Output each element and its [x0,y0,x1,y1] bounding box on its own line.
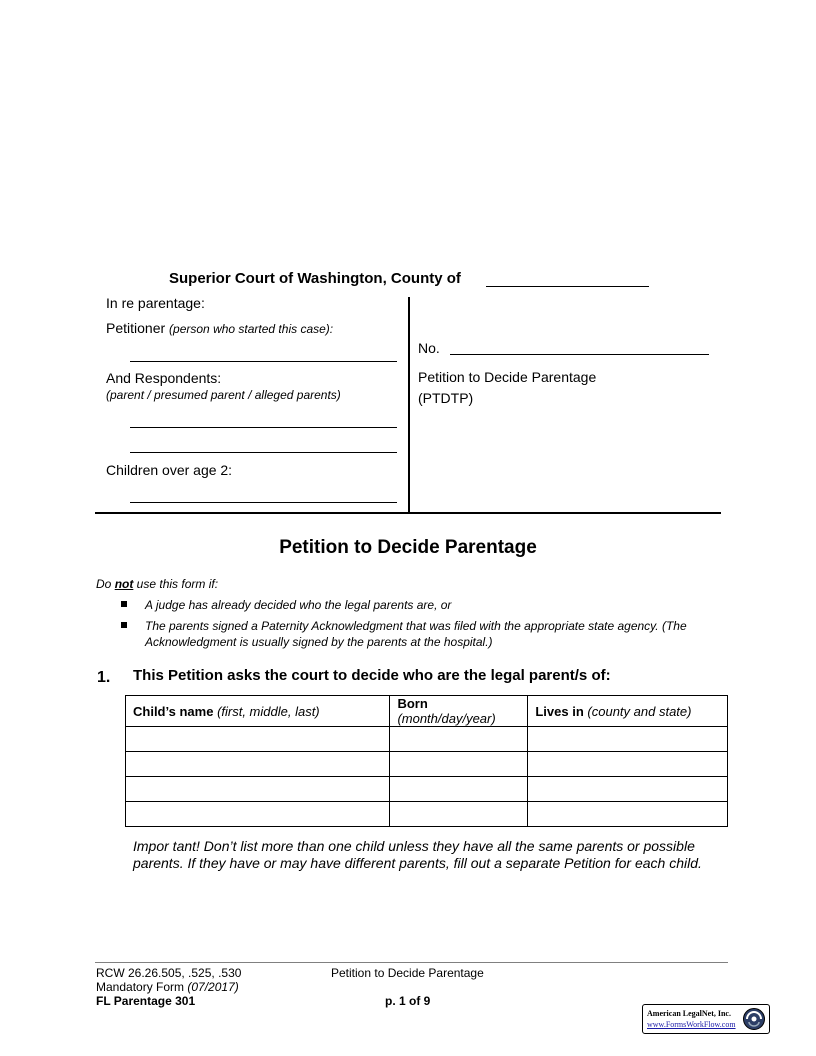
warning-lead: Do not use this form if: [96,577,219,591]
child-name-cell[interactable] [126,727,390,752]
court-title: Superior Court of Washington, County of [169,270,461,287]
warning-bullet-1: A judge has already decided who the legal parents are, or [145,598,452,612]
lives-in-cell[interactable] [528,727,728,752]
logo-name: American LegalNet, Inc. [647,1009,731,1018]
respondents-label: And Respondents: [106,370,222,386]
case-number-label: No. [418,340,440,356]
caption-vertical-divider [408,297,410,513]
child-name-cell[interactable] [126,752,390,777]
born-cell[interactable] [390,802,528,827]
header-lives-in: Lives in (county and state) [528,696,728,727]
section-number: 1. [97,669,111,686]
footer-rcw: RCW 26.26.505, .525, .530 [96,966,242,980]
lives-in-cell[interactable] [528,802,728,827]
bullet-icon [121,622,127,628]
footer-mandatory: Mandatory Form (07/2017) [96,980,239,994]
petitioner-label: Petitioner [106,320,166,336]
county-blank-line[interactable] [486,286,649,287]
case-number-blank-line[interactable] [450,354,709,355]
respondent-blank-line-2[interactable] [130,452,397,453]
warning-not: not [114,577,134,591]
page-title: Petition to Decide Parentage [279,537,537,558]
child-name-cell[interactable] [126,777,390,802]
child-name-cell[interactable] [126,802,390,827]
header-born: Born (month/day/year) [390,696,528,727]
petitioner-blank-line[interactable] [130,361,397,362]
warning-bullet-2: The parents signed a Paternity Acknowledgment that was filed with the appropriate state agency. (The Acknowledgment is usually signed by the parents at the hospital.) [145,619,687,649]
lives-in-cell[interactable] [528,777,728,802]
petitioner-note: (person who started this case): [169,322,334,336]
children-table [125,695,728,827]
header-child-name: Child’s name (first, middle, last) [126,696,390,727]
table-row [126,777,728,802]
important-note: Impor tant! Don’t list more than one child unless they have all the same parents or possible parents. If they have or may have different parents, fill out a separate Petition for each child. [133,838,702,871]
respondent-blank-line-1[interactable] [130,427,397,428]
logo-url[interactable]: www.FormsWorkFlow.com [647,1020,736,1029]
in-re-label: In re parentage: [106,295,205,311]
footer-page-number: p. 1 of 9 [385,994,431,1008]
footer-rule [95,962,728,963]
bullet-icon [121,601,127,607]
petitioner-label-row [106,320,333,336]
footer-doc-title: Petition to Decide Parentage [331,966,484,980]
footer-form-code: FL Parentage 301 [96,994,196,1008]
doc-code: (PTDTP) [418,390,474,406]
table-header-row [126,696,728,727]
born-cell[interactable] [390,752,528,777]
born-cell[interactable] [390,777,528,802]
respondents-note: (parent / presumed parent / alleged parents) [106,388,341,402]
table-row [126,802,728,827]
table-row [126,752,728,777]
section-heading: This Petition asks the court to decide who are the legal parent/s of: [133,667,611,684]
globe-icon [742,1007,766,1031]
table-row [126,727,728,752]
children-label: Children over age 2: [106,462,233,478]
american-legalnet-logo[interactable] [642,1004,770,1034]
born-cell[interactable] [390,727,528,752]
lives-in-cell[interactable] [528,752,728,777]
caption-bottom-rule [95,512,721,514]
doc-name: Petition to Decide Parentage [418,369,597,385]
children-blank-line[interactable] [130,502,397,503]
